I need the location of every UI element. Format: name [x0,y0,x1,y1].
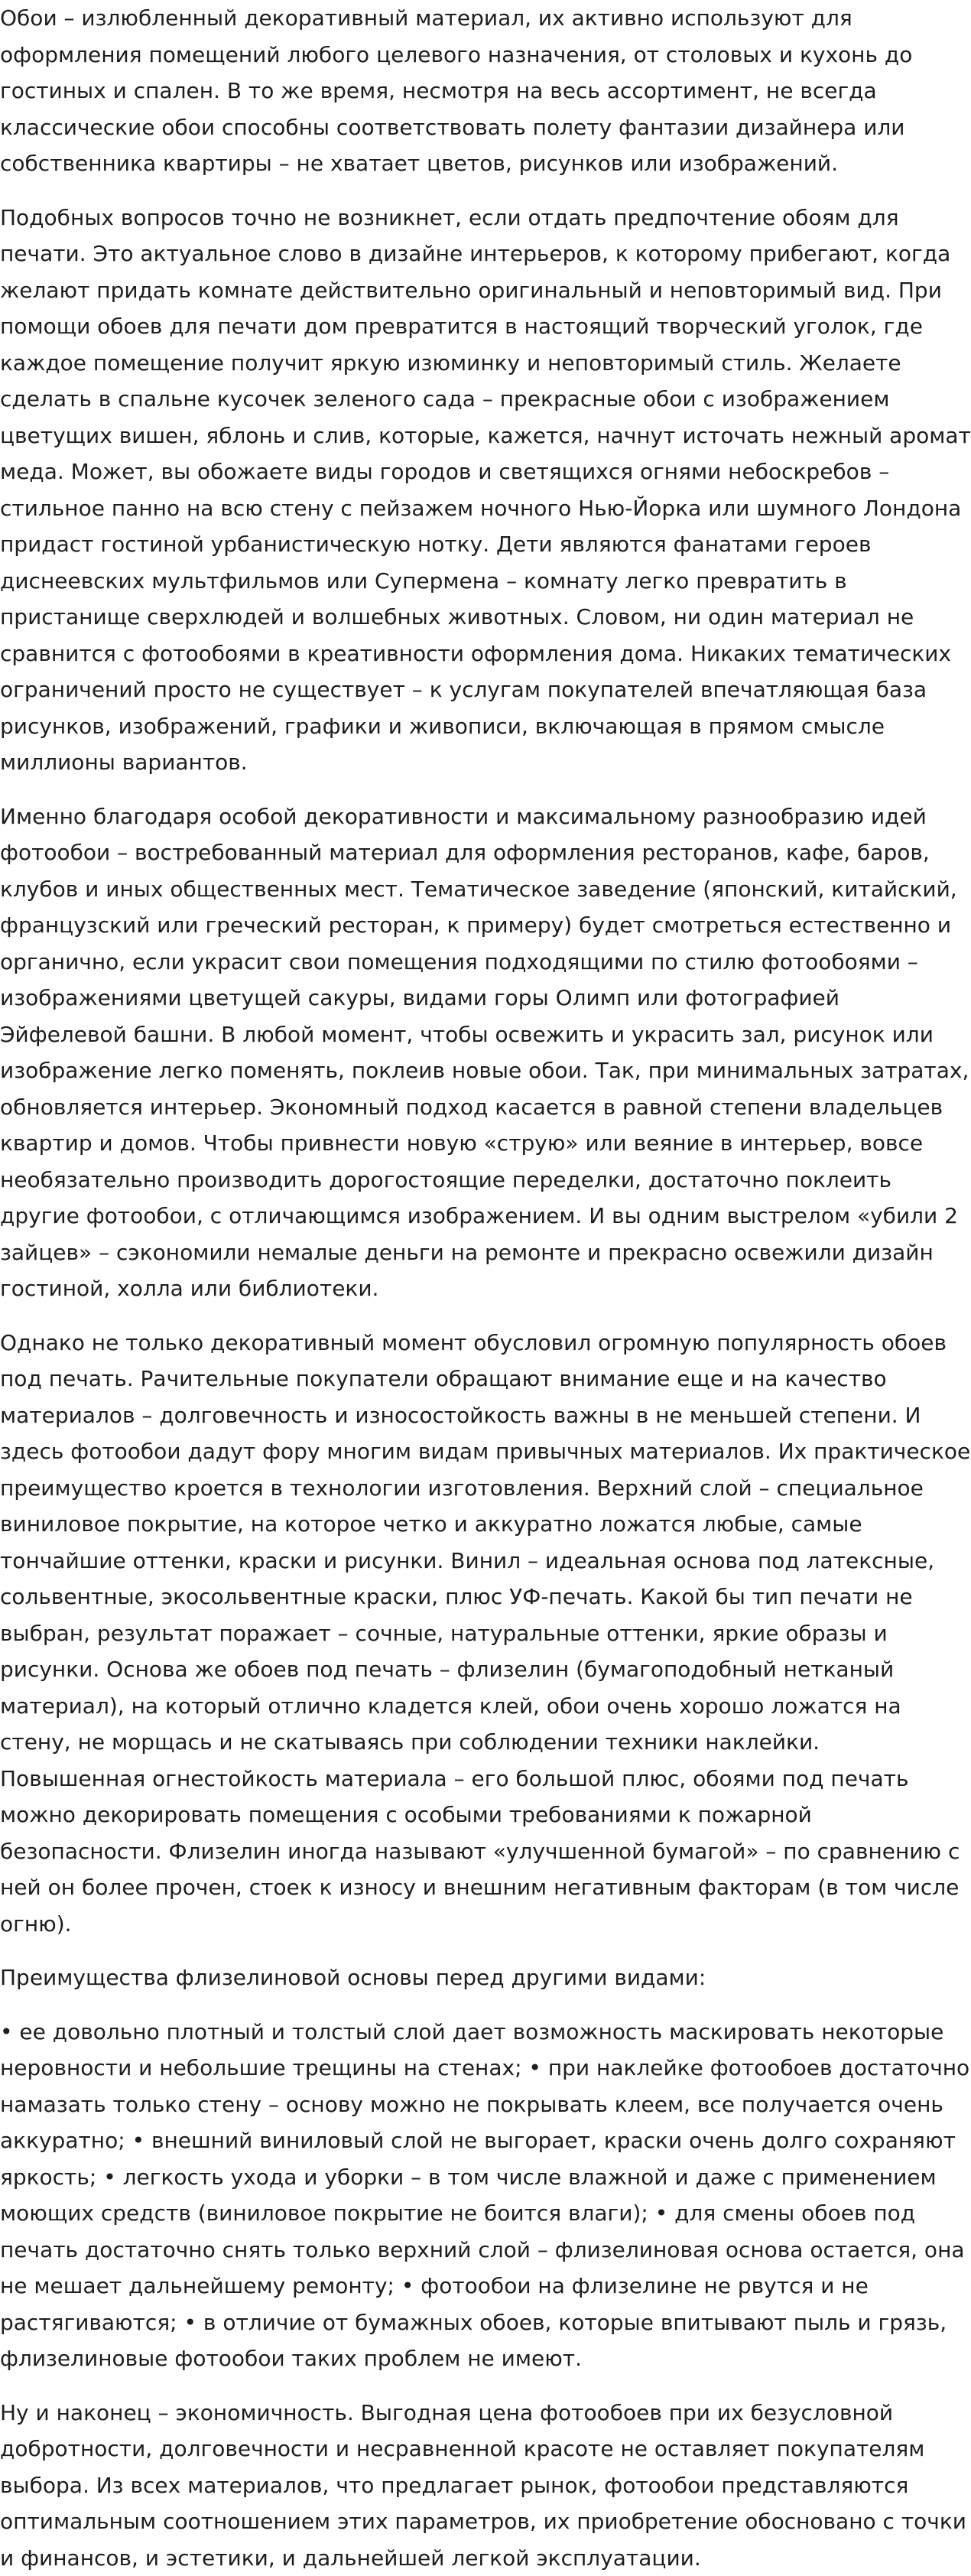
paragraph-quality: Однако не только декоративный момент обусловил огромную популярность обоев под печать. Рачительные покупатели обращают внимание еще и на качество материалов – долговечность и износостойкость важны в не меньшей степени. И здесь фотообои дадут фору многим видам привычных материалов. Их практическое преимущество кроется в технологии изготовления. Верхний слой – специальное виниловое покрытие, на которое четко и аккуратно ложатся любые, самые тончайшие оттенки, краски и рисунки. Винил – идеальная основа под латексные, сольвентные, экосольвентные краски, плюс УФ-печать. Какой бы тип печати не выбран, результат поражает – сочные, натуральные оттенки, яркие образы и рисунки. Основа же обоев под печать – флизелин (бумагоподобный нетканый материал), на который отлично кладется клей, обои очень хорошо ложатся на стену, не морщась и не скатываясь при соблюдении техники наклейки. Повышенная огнестойкость материала – его большой плюс, обоями под печать можно декорировать помещения с особыми требованиями к пожарной безопасности. Флизелин иногда называют «улучшенной бумагой» – по сравнению с ней он более прочен, стоек к износу и внешним негативным факторам (в том числе огню). [0,1325,971,1943]
paragraph-public-places: Именно благодаря особой декоративности и максимальному разнообразию идей фотообои – востребованный материал для оформления ресторанов, кафе, баров, клубов и иных общественных мест. Тематическое заведение (японский, китайский, французский или греческий ресторан, к примеру) будет смотреться естественно и органично, если украсит свои помещения подходящими по стилю фотообоями – изображениями цветущей сакуры, видами горы Олимп или фотографией Эйфелевой башни. В любой момент, чтобы освежить и украсить зал, рисунок или изображение легко поменять, поклеив новые обои. Так, при минимальных затратах, обновляется интерьер. Экономный подход касается в равной степени владельцев квартир и домов. Чтобы привнести новую «струю» или веяние в интерьер, вовсе необязательно производить дорогостоящие переделки, достаточно поклеить другие фотообои, с отличающимся изображением. И вы одним выстрелом «убили 2 зайцев» – сэкономили немалые деньги на ремонте и прекрасно освежили дизайн гостиной, холла или библиотеки. [0,798,971,1307]
paragraph-advantages-list: • ее довольно плотный и толстый слой дает возможность маскировать некоторые неровности и небольшие трещины на стенах; • при наклейке фотообоев достаточно намазать только стену – основу можно не покрывать клеем, все получается очень аккуратно; • внешний виниловый слой не выгорает, краски очень долго сохраняют яркость; • легкость ухода и уборки – в том числе влажной и даже с применением моющих средств (виниловое покрытие не боится влаги); • для смены обоев под печать достаточно снять только верхний слой – флизелиновая основа остается, она не мешает дальнейшему ремонту; • фотообои на флизелине не рвутся и не растягиваются; • в отличие от бумажных обоев, которые впитывают пыль и грязь, флизелиновые фотообои таких проблем не имеют. [0,2014,971,2377]
paragraph-print-wallpaper: Подобных вопросов точно не возникнет, если отдать предпочтение обоям для печати. Это актуальное слово в дизайне интерьеров, к которому прибегают, когда желают придать комнате действительно оригинальный и неповторимый вид. При помощи обоев для печати дом превратится в настоящий творческий уголок, где каждое помещение получит яркую изюминку и неповторимый стиль. Желаете сделать в спальне кусочек зеленого сада – прекрасные обои с изображением цветущих вишен, яблонь и слив, которые, кажется, начнут источать нежный аромат меда. Может, вы обожаете виды городов и светящихся огнями небоскребов – стильное панно на всю стену с пейзажем ночного Нью-Йорка или шумного Лондона придаст гостиной урбанистическую нотку. Дети являются фанатами героев диснеевских мультфильмов или Супермена – комнату легко превратить в пристанище сверхлюдей и волшебных животных. Словом, ни один материал не сравнится с фотообоями в креативности оформления дома. Никаких тематических ограничений просто не существует – к услугам покупателей впечатляющая база рисунков, изображений, графики и живописи, включающая в прямом смысле миллионы вариантов. [0,200,971,781]
paragraph-economy: Ну и наконец – экономичность. Выгодная цена фотообоев при их безусловной добротности, долговечности и несравненной красоте не оставляет покупателям выбора. Из всех материалов, что предлагает рынок, фотообои представляются оптимальным соотношением этих параметров, их приобретение обосновано с точки и финансов, и эстетики, и дальнейшей легкой эксплуатации. [0,2395,971,2576]
paragraph-intro: Обои – излюбленный декоративный материал, их активно используют для оформления помещений любого целевого назначения, от столовых и кухонь до гостиных и спален. В то же время, несмотря на весь ассортимент, не всегда классические обои способны соответствовать полету фантазии дизайнера или собственника квартиры – не хватает цветов, рисунков или изображений. [0,0,971,182]
paragraph-advantages-heading: Преимущества флизелиновой основы перед другими видами: [0,1960,971,1996]
